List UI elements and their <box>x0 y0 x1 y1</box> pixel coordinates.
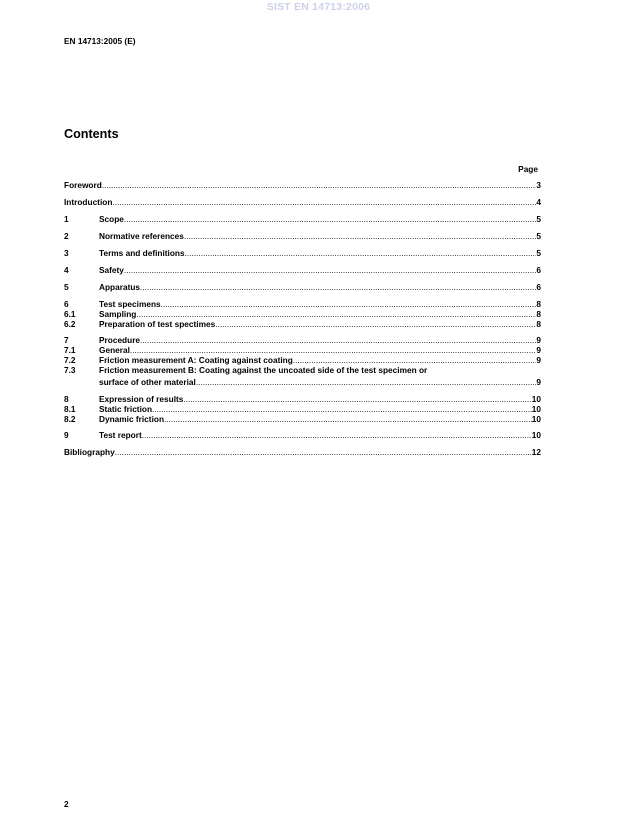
toc-entry-page: 10 <box>531 394 541 404</box>
toc-entry-number: 7 <box>64 335 69 345</box>
toc-entry-page: 9 <box>536 377 541 387</box>
toc-entry-page: 9 <box>536 355 541 365</box>
toc-entry-number: 8.2 <box>64 414 76 424</box>
toc-entry-number: 8.1 <box>64 404 76 414</box>
toc-entry-number: 7.1 <box>64 345 76 355</box>
toc-entry-number: 8 <box>64 394 69 404</box>
toc-entry-number: 3 <box>64 248 69 258</box>
toc-entry-7-2[interactable] <box>64 355 541 365</box>
toc-entry-8-1[interactable] <box>64 404 541 414</box>
toc-entry-number: 7.2 <box>64 355 76 365</box>
toc-entry-bibliography[interactable] <box>64 447 541 458</box>
page-column-label: Page <box>518 164 538 174</box>
toc-entry-number: 6.1 <box>64 309 76 319</box>
dot-leader <box>124 265 536 276</box>
dot-leader <box>112 197 536 208</box>
toc-entry-title: Friction measurement A: Coating against coating <box>99 355 293 365</box>
dot-leader <box>164 414 532 424</box>
toc-entry-page: 6 <box>536 265 541 275</box>
toc-entry-title: Procedure <box>99 335 141 345</box>
toc-entry-title: Preparation of test spectimes <box>99 319 216 329</box>
toc-entry-page: 8 <box>536 299 541 309</box>
dot-leader <box>185 248 537 259</box>
toc-entry-6[interactable] <box>64 299 541 309</box>
dot-leader <box>184 231 537 242</box>
toc-entry-8-2[interactable] <box>64 414 541 424</box>
toc-entry-foreword[interactable] <box>64 180 541 191</box>
toc-entry-page: 3 <box>536 180 541 190</box>
toc-entry-9[interactable] <box>64 430 541 441</box>
page-number: 2 <box>64 799 69 809</box>
dot-leader <box>142 430 532 441</box>
dot-leader <box>130 345 536 355</box>
toc-entry-number: 2 <box>64 231 69 241</box>
toc-entry-number: 6.2 <box>64 319 76 329</box>
toc-entry-title: Test specimens <box>99 299 161 309</box>
dot-leader <box>293 355 537 365</box>
toc-entry-5[interactable] <box>64 282 541 293</box>
dot-leader <box>196 377 537 388</box>
toc-entry-page: 10 <box>531 414 541 424</box>
toc-entry-title: Friction measurement B: Coating against the uncoated side of the test specimen or <box>99 365 428 375</box>
toc-entry-number: 4 <box>64 265 69 275</box>
toc-entry-number: 7.3 <box>64 365 76 375</box>
dot-leader <box>140 335 536 345</box>
dot-leader <box>136 309 536 319</box>
toc-entry-page: 10 <box>531 430 541 440</box>
dot-leader <box>140 282 536 293</box>
toc-entry-title: Expression of results <box>99 394 184 404</box>
dot-leader <box>115 447 532 458</box>
toc-entry-title-continuation: surface of other material <box>99 377 196 387</box>
toc-entry-page: 9 <box>536 335 541 345</box>
toc-entry-title: Static friction <box>99 404 153 414</box>
toc-entry-title: Foreword <box>64 180 102 190</box>
toc-entry-7-1[interactable] <box>64 345 541 355</box>
toc-entry-number: 9 <box>64 430 69 440</box>
watermark: SIST EN 14713:2006 <box>266 1 371 13</box>
toc-entry-page: 12 <box>531 447 541 457</box>
toc-entry-title: Scope <box>99 214 124 224</box>
document-header: EN 14713:2005 (E) <box>64 36 136 46</box>
toc-entry-page: 8 <box>536 309 541 319</box>
toc-entry-title: Normative references <box>99 231 184 241</box>
toc-entry-page: 8 <box>536 319 541 329</box>
toc-entry-title: Dynamic friction <box>99 414 165 424</box>
dot-leader <box>102 180 537 191</box>
toc-entry-title: General <box>99 345 130 355</box>
toc-entry-6-1[interactable] <box>64 309 541 319</box>
dot-leader <box>124 214 536 225</box>
toc-entry-introduction[interactable] <box>64 197 541 208</box>
toc-entry-6-2[interactable] <box>64 319 541 329</box>
toc-entry-number: 1 <box>64 214 69 224</box>
toc-entry-7[interactable] <box>64 335 541 345</box>
page-title: Contents <box>64 127 119 141</box>
dot-leader <box>161 299 537 309</box>
toc-entry-title: Test report <box>99 430 142 440</box>
toc-entry-4[interactable] <box>64 265 541 276</box>
toc-entry-number: 6 <box>64 299 69 309</box>
dot-leader <box>152 404 532 414</box>
toc-entry-title: Sampling <box>99 309 137 319</box>
toc-entry-title: Safety <box>99 265 124 275</box>
toc-entry-3[interactable] <box>64 248 541 259</box>
toc-entry-page: 5 <box>536 214 541 224</box>
toc-entry-title: Bibliography <box>64 447 115 457</box>
toc-entry-7-3-continuation[interactable] <box>64 377 541 388</box>
toc-entry-8[interactable] <box>64 394 541 404</box>
dot-leader <box>215 319 536 329</box>
toc-entry-number: 5 <box>64 282 69 292</box>
toc-entry-1[interactable] <box>64 214 541 225</box>
toc-entry-page: 6 <box>536 282 541 292</box>
toc-entry-page: 4 <box>536 197 541 207</box>
dot-leader <box>183 394 531 404</box>
toc-entry-title: Introduction <box>64 197 113 207</box>
toc-entry-7-3[interactable] <box>64 365 541 375</box>
toc-entry-title: Apparatus <box>99 282 141 292</box>
table-of-contents <box>64 180 541 458</box>
toc-entry-page: 5 <box>536 231 541 241</box>
toc-entry-page: 9 <box>536 345 541 355</box>
toc-entry-page: 10 <box>531 404 541 414</box>
toc-entry-title: Terms and definitions <box>99 248 185 258</box>
toc-entry-2[interactable] <box>64 231 541 242</box>
toc-entry-page: 5 <box>536 248 541 258</box>
